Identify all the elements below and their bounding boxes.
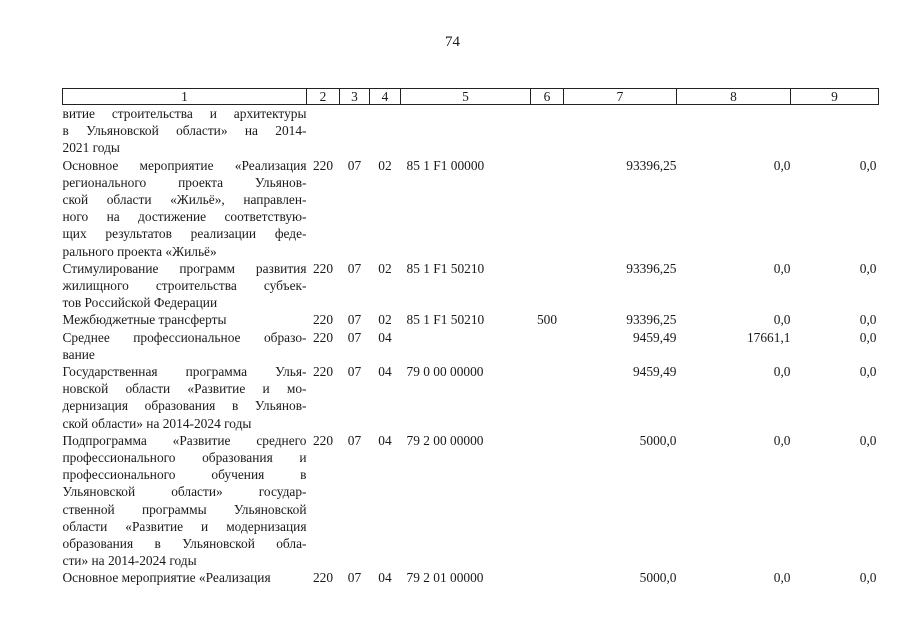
page-number: 74 xyxy=(445,34,460,50)
item-name-line: рального проекта «Жильё» xyxy=(62,243,217,259)
cell-item-name xyxy=(63,569,307,586)
cell-target-article-code: 79 0 00 00000 xyxy=(406,364,484,380)
cell-amount-col9: 0,0 xyxy=(859,260,877,276)
cell-expense-type-code xyxy=(531,363,564,432)
cell-amount-col8: 0,0 xyxy=(773,570,791,586)
cell-amount-col7: 93396,25 xyxy=(626,312,677,328)
cell-amount-col7: 9459,49 xyxy=(632,329,677,345)
cell-ministry-code: 220 xyxy=(312,260,334,276)
cell-section-code: 07 xyxy=(347,157,362,173)
cell-subsection-code: 02 xyxy=(378,260,392,276)
table-row xyxy=(63,363,879,432)
table-row xyxy=(63,329,879,363)
cell-target-article-code: 79 2 00 00000 xyxy=(406,432,484,448)
item-name-line: профессионального образования и xyxy=(62,450,307,466)
item-name-line: дернизация образования в Ульянов- xyxy=(62,398,307,414)
column-header: 8 xyxy=(677,89,791,105)
cell-target-article-code: 85 1 F1 00000 xyxy=(406,157,485,173)
cell-section-code: 07 xyxy=(347,312,362,328)
cell-expense-type-code xyxy=(531,260,564,312)
cell-expense-type-code xyxy=(531,432,564,570)
column-header: 2 xyxy=(307,89,340,105)
cell-section-code: 07 xyxy=(347,260,362,276)
column-header: 6 xyxy=(531,89,564,105)
cell-ministry-code xyxy=(307,105,340,157)
item-name-line: тов Российской Федерации xyxy=(62,295,218,311)
item-name-line: жилищного строительства субъек- xyxy=(62,278,307,294)
cell-subsection-code: 04 xyxy=(378,432,392,448)
cell-ministry-code: 220 xyxy=(312,312,334,328)
item-name-line: ской области» на 2014-2024 годы xyxy=(62,415,252,431)
cell-amount-col9: 0,0 xyxy=(859,329,877,345)
budget-table xyxy=(62,88,879,587)
item-name-line: образования в Ульяновской обла- xyxy=(62,536,307,552)
cell-amount-col9: 0,0 xyxy=(859,157,877,173)
cell-expense-type-code xyxy=(531,329,564,363)
cell-amount-col8: 0,0 xyxy=(773,432,791,448)
table-row xyxy=(63,569,879,586)
cell-amount-col9: 0,0 xyxy=(859,570,877,586)
cell-subsection-code: 02 xyxy=(378,157,392,173)
column-header: 5 xyxy=(401,89,531,105)
cell-ministry-code: 220 xyxy=(312,570,334,586)
cell-expense-type-code xyxy=(531,105,564,157)
item-name-line: ного на достижение соответствую- xyxy=(62,209,307,225)
item-name-line: Подпрограмма «Развитие среднего xyxy=(62,432,307,448)
cell-amount-col9: 0,0 xyxy=(859,364,877,380)
cell-amount-col8: 0,0 xyxy=(773,312,791,328)
item-name-line: регионального проекта Ульянов- xyxy=(62,174,307,190)
item-name-line: Межбюджетные трансферты xyxy=(62,312,227,328)
cell-amount-col7: 5000,0 xyxy=(639,570,677,586)
item-name-line: области «Развитие и модернизация xyxy=(62,518,307,534)
item-name-line: Основное мероприятие «Реализация xyxy=(62,157,307,173)
column-header: 4 xyxy=(370,89,401,105)
cell-item-name xyxy=(63,105,307,157)
item-name-line: ской области «Жильё», направлен- xyxy=(62,192,307,208)
cell-expense-type-code xyxy=(531,157,564,260)
item-name-line: профессионального обучения в xyxy=(62,467,307,483)
table-row xyxy=(63,432,879,570)
cell-ministry-code: 220 xyxy=(312,432,334,448)
cell-ministry-code: 220 xyxy=(312,329,334,345)
table-row xyxy=(63,311,879,328)
item-name-line: новской области «Развитие и мо- xyxy=(62,381,307,397)
column-header: 9 xyxy=(791,89,879,105)
item-name-line: Ульяновской области» государ- xyxy=(62,484,307,500)
cell-item-name xyxy=(63,363,307,432)
cell-item-name xyxy=(63,432,307,570)
cell-target-article-code: 85 1 F1 50210 xyxy=(406,312,485,328)
cell-amount-col9: 0,0 xyxy=(859,312,877,328)
cell-amount-col7 xyxy=(564,105,677,157)
item-name-line: щих результатов реализации феде- xyxy=(62,226,307,242)
cell-amount-col8 xyxy=(677,105,791,157)
table-body xyxy=(63,105,879,587)
cell-amount-col9: 0,0 xyxy=(859,432,877,448)
cell-subsection-code: 04 xyxy=(378,329,392,345)
cell-item-name xyxy=(63,311,307,328)
column-header: 3 xyxy=(340,89,370,105)
cell-amount-col7: 5000,0 xyxy=(639,432,677,448)
cell-item-name xyxy=(63,329,307,363)
cell-target-article-code xyxy=(401,329,531,363)
item-name-line: ственной программы Ульяновской xyxy=(62,501,307,517)
cell-target-article-code: 79 2 01 00000 xyxy=(406,570,484,586)
cell-amount-col7: 9459,49 xyxy=(632,364,677,380)
cell-item-name xyxy=(63,157,307,260)
item-name-line: сти» на 2014-2024 годы xyxy=(62,553,197,569)
cell-section-code: 07 xyxy=(347,432,362,448)
cell-ministry-code: 220 xyxy=(312,364,334,380)
cell-expense-type-code: 500 xyxy=(536,312,558,328)
cell-target-article-code xyxy=(401,105,531,157)
cell-section-code: 07 xyxy=(347,364,362,380)
cell-amount-col8: 0,0 xyxy=(773,364,791,380)
cell-subsection-code: 04 xyxy=(378,570,392,586)
cell-section-code xyxy=(340,105,370,157)
cell-amount-col7: 93396,25 xyxy=(626,260,677,276)
table-row xyxy=(63,157,879,260)
item-name-line: Основное мероприятие «Реализация xyxy=(62,570,271,586)
column-header: 1 xyxy=(63,89,307,105)
table-header-row xyxy=(63,89,879,105)
cell-subsection-code xyxy=(370,105,401,157)
cell-target-article-code: 85 1 F1 50210 xyxy=(406,260,485,276)
item-name-line: вание xyxy=(62,346,95,362)
cell-section-code: 07 xyxy=(347,570,362,586)
cell-amount-col8: 17661,1 xyxy=(746,329,791,345)
cell-amount-col7: 93396,25 xyxy=(626,157,677,173)
item-name-line: 2021 годы xyxy=(62,140,120,156)
column-header: 7 xyxy=(564,89,677,105)
cell-amount-col8: 0,0 xyxy=(773,260,791,276)
cell-section-code: 07 xyxy=(347,329,362,345)
item-name-line: Государственная программа Улья- xyxy=(62,364,307,380)
cell-item-name xyxy=(63,260,307,312)
table-row xyxy=(63,105,879,157)
cell-amount-col9 xyxy=(791,105,879,157)
cell-ministry-code: 220 xyxy=(312,157,334,173)
item-name-line: Стимулирование программ развития xyxy=(62,260,307,276)
cell-subsection-code: 04 xyxy=(378,364,392,380)
cell-expense-type-code xyxy=(531,569,564,586)
item-name-line: в Ульяновской области» на 2014- xyxy=(62,123,307,139)
cell-subsection-code: 02 xyxy=(378,312,392,328)
table-row xyxy=(63,260,879,312)
cell-amount-col8: 0,0 xyxy=(773,157,791,173)
item-name-line: витие строительства и архитектуры xyxy=(62,106,307,121)
item-name-line: Среднее профессиональное образо- xyxy=(62,329,307,345)
